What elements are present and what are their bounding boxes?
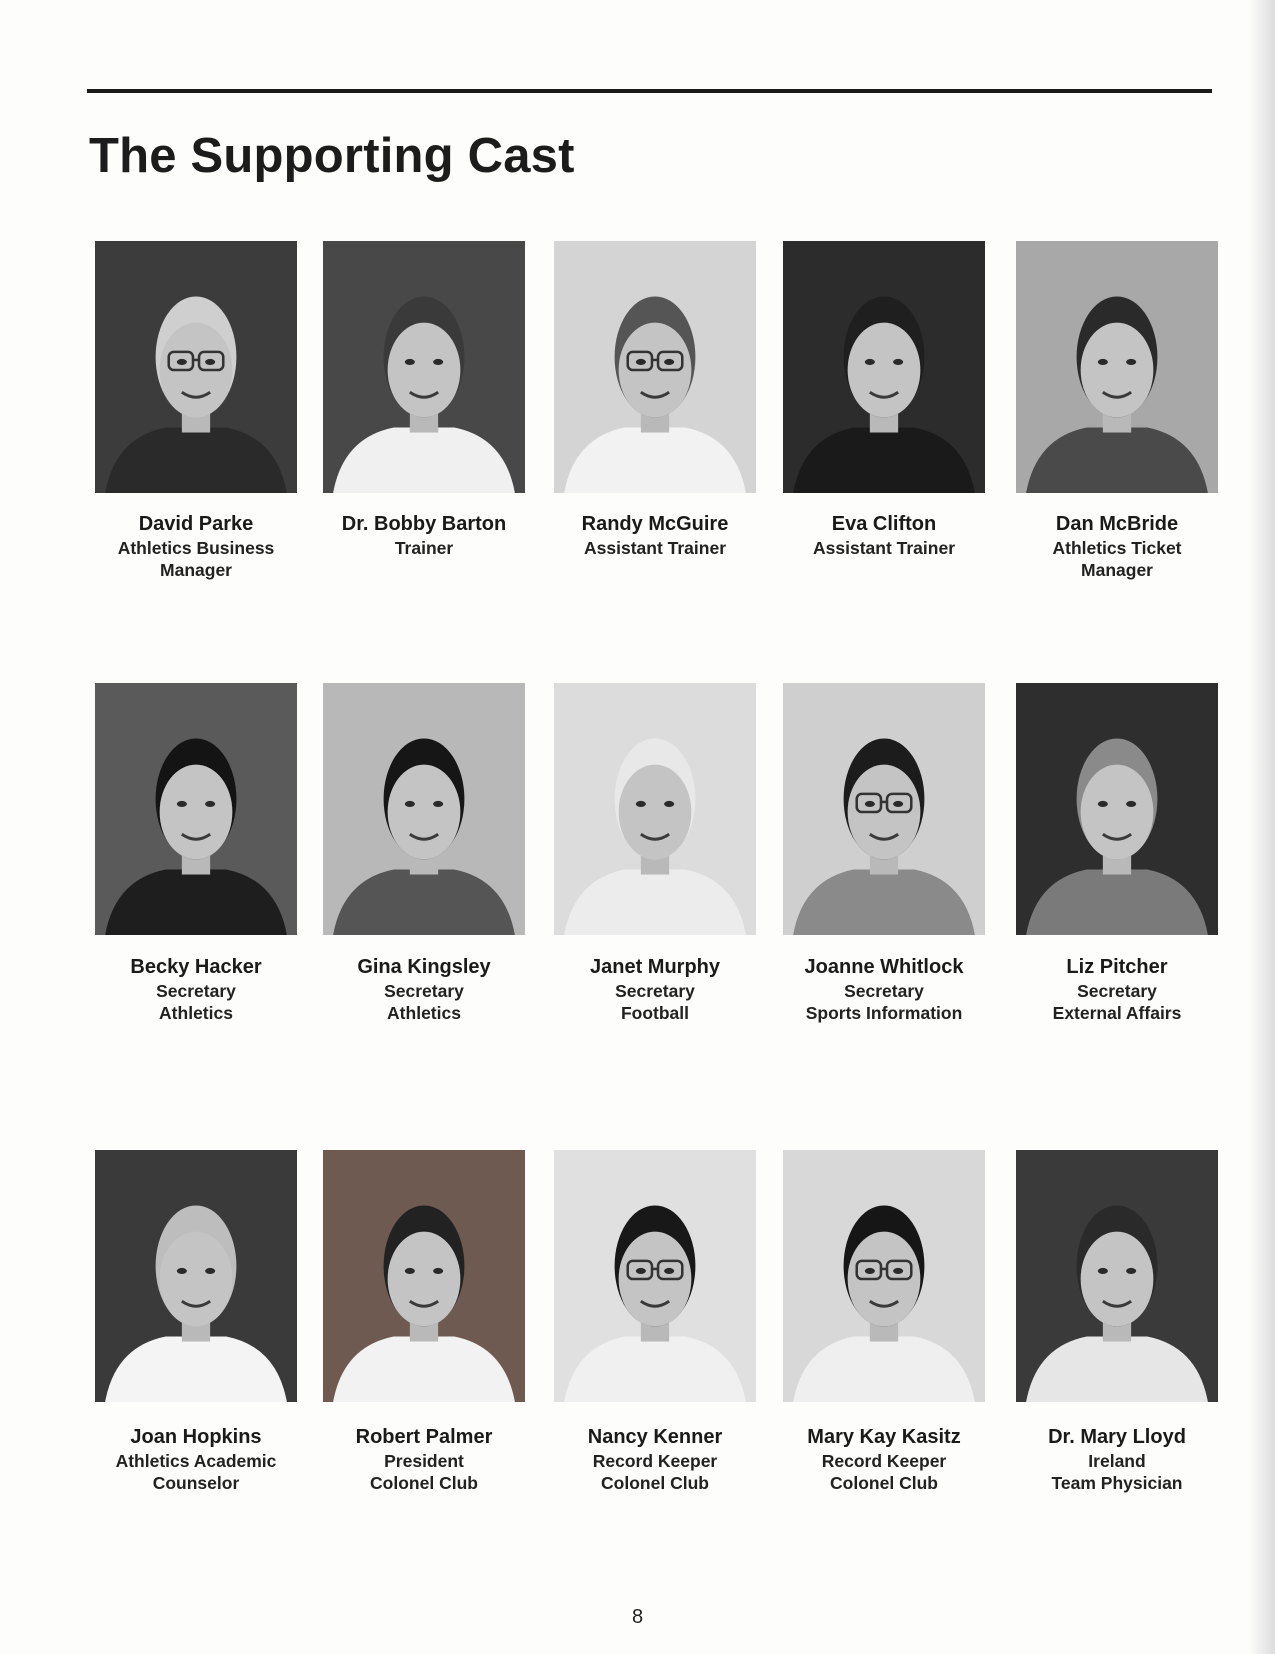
portrait-photo — [95, 1150, 297, 1402]
portrait-photo — [554, 241, 756, 493]
staff-title-line: Secretary — [156, 981, 236, 1001]
staff-caption — [535, 512, 775, 559]
staff-name: Joan Hopkins — [130, 1426, 262, 1448]
staff-caption — [764, 1425, 1004, 1494]
staff-title-line: Sports Information — [805, 1003, 963, 1023]
staff-title-line: Athletics — [159, 1003, 233, 1023]
staff-name: Eva Clifton — [831, 513, 937, 535]
staff-caption — [997, 1425, 1237, 1494]
portrait-photo — [1016, 683, 1218, 935]
staff-title-line: Athletics Academic — [115, 1451, 277, 1471]
staff-title-line: Football — [620, 1003, 690, 1023]
staff-caption — [304, 955, 544, 1024]
staff-title-line: Secretary — [615, 981, 695, 1001]
staff-caption — [76, 955, 316, 1024]
portrait-photo — [783, 683, 985, 935]
portrait-photo — [1016, 241, 1218, 493]
staff-caption — [304, 1425, 544, 1494]
staff-name: Dr. Bobby Barton — [341, 513, 507, 535]
staff-caption — [997, 512, 1237, 581]
staff-title-line: Athletics — [387, 1003, 461, 1023]
staff-title-line: Record Keeper — [821, 1451, 947, 1471]
staff-name: Gina Kingsley — [357, 956, 491, 978]
staff-title-line: Secretary — [1077, 981, 1157, 1001]
staff-title-line: Manager — [1081, 560, 1153, 580]
staff-name: Randy McGuire — [581, 513, 729, 535]
staff-title-line: Assistant Trainer — [813, 538, 955, 558]
staff-name: Becky Hacker — [130, 956, 262, 978]
staff-caption — [764, 955, 1004, 1024]
staff-title-line: Colonel Club — [601, 1473, 709, 1493]
portrait-photo — [783, 241, 985, 493]
staff-title-line: Secretary — [844, 981, 924, 1001]
staff-caption — [76, 512, 316, 581]
staff-title-line: Secretary — [384, 981, 464, 1001]
staff-name: Nancy Kenner — [587, 1426, 723, 1448]
staff-title-line: Team Physician — [1051, 1473, 1183, 1493]
staff-caption — [304, 512, 544, 559]
staff-name: Liz Pitcher — [1066, 956, 1168, 978]
staff-name: Dr. Mary Lloyd — [1048, 1426, 1186, 1448]
staff-title-line: Record Keeper — [592, 1451, 718, 1471]
portrait-photo — [323, 241, 525, 493]
staff-title-line: Colonel Club — [370, 1473, 478, 1493]
staff-name: Mary Kay Kasitz — [807, 1426, 961, 1448]
portrait-photo — [323, 1150, 525, 1402]
portrait-photo — [95, 683, 297, 935]
staff-caption — [997, 955, 1237, 1024]
staff-name: Janet Murphy — [589, 956, 721, 978]
staff-title-line: Athletics Business — [117, 538, 275, 558]
staff-caption — [535, 955, 775, 1024]
staff-title-line: President — [384, 1451, 464, 1471]
staff-name: Joanne Whitlock — [804, 956, 964, 978]
staff-caption — [764, 512, 1004, 559]
staff-title-line: Athletics Ticket — [1052, 538, 1182, 558]
staff-title-line: Ireland — [1088, 1451, 1146, 1471]
staff-title-line: External Affairs — [1052, 1003, 1182, 1023]
portrait-photo — [95, 241, 297, 493]
staff-title-line: Colonel Club — [830, 1473, 938, 1493]
staff-title-line: Counselor — [152, 1473, 240, 1493]
portrait-photo — [554, 683, 756, 935]
portrait-photo — [323, 683, 525, 935]
portrait-photo — [554, 1150, 756, 1402]
page-title: The Supporting Cast — [89, 129, 575, 183]
staff-name: Robert Palmer — [355, 1426, 493, 1448]
staff-caption — [76, 1425, 316, 1494]
staff-title-line: Assistant Trainer — [584, 538, 726, 558]
staff-caption — [535, 1425, 775, 1494]
portrait-photo — [1016, 1150, 1218, 1402]
header-rule — [87, 89, 1212, 93]
staff-name: Dan McBride — [1055, 513, 1179, 535]
staff-name: David Parke — [138, 513, 254, 535]
page-number: 8 — [631, 1606, 644, 1628]
portrait-photo — [783, 1150, 985, 1402]
staff-title-line: Trainer — [394, 538, 454, 558]
staff-title-line: Manager — [160, 560, 232, 580]
page-edge-shadow — [1249, 0, 1275, 1654]
